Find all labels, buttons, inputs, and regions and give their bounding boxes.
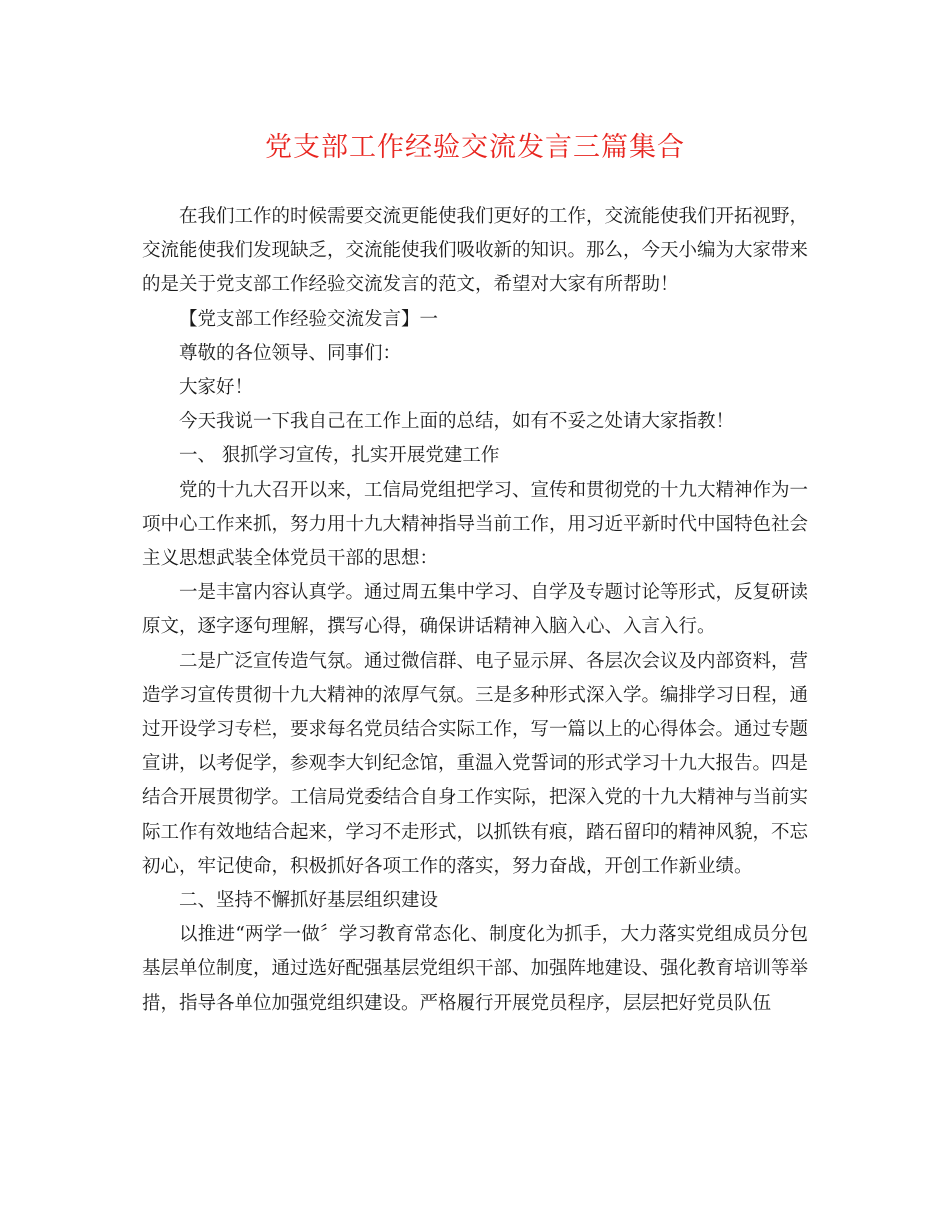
paragraph-greeting: 大家好！ (179, 377, 254, 399)
document-title: 党支部工作经验交流发言三篇集合 (265, 132, 685, 163)
paragraph-section-heading-1: 【党支部工作经验交流发言】一 (179, 308, 439, 330)
paragraph-opening: 今天我说一下我自己在工作上面的总结，如有不妥之处请大家指教！ (179, 411, 735, 433)
paragraph-heading-2: 二、坚持不懈抓好基层组织建设 (179, 890, 439, 912)
paragraph-heading-1: 一、 狠抓学习宣传，扎实开展党建工作 (179, 445, 500, 467)
paragraph-salutation: 尊敬的各位领导、同事们： (179, 342, 402, 364)
paragraph-intro: 在我们工作的时候需要交流更能使我们更好的工作，交流能使我们开拓视野，交流能使我们发现缺乏，交流能使我们吸收新的知识。那么，今天小编为大家带来的是关于党支部工作经验交流发言的范文，希望对大家有所帮助！ (142, 206, 809, 296)
paragraph-body-4: 以推进“两学一做〞学习教育常态化、制度化为抓手，大力落实党组成员分包基层单位制度，通过选好配强基层党组织干部、加强阵地建设、强化教育培训等举措，指导各单位加强党组织建设。严格履行开展党员程序，层层把好党员队伍 (142, 924, 809, 1014)
paragraph-body-3: 二是广泛宣传造气氛。通过微信群、电子显示屏、各层次会议及内部资料，营造学习宣传贯彻十九大精神的浓厚气氛。三是多种形式深入学。编排学习日程，通过开设学习专栏，要求每名党员结合实际工作，写一篇以上的心得体会。通过专题宣讲，以考促学，参观李大钊纪念馆，重温入党誓词的形式学习十九大报告。四是结合开展贯彻学。工信局党委结合自身工作实际，把深入党的十九大精神与当前实际工作有效地结合起来，学习不走形式，以抓铁有痕，踏石留印的精神风貌，不忘初心，牢记使命，积极抓好各项工作的落实，努力奋战，开创工作新业绩。 (142, 650, 809, 877)
paragraph-body-2: 一是丰富内容认真学。通过周五集中学习、自学及专题讨论等形式，反复研读原文，逐字逐句理解，撰写心得，确保讲话精神入脑入心、入言入行。 (142, 582, 809, 638)
paragraph-body-1: 党的十九大召开以来，工信局党组把学习、宣传和贯彻党的十九大精神作为一项中心工作来抓，努力用十九大精神指导当前工作，用习近平新时代中国特色社会主义思想武装全体党员干部的思想： (142, 479, 809, 570)
document-body (142, 200, 808, 1021)
